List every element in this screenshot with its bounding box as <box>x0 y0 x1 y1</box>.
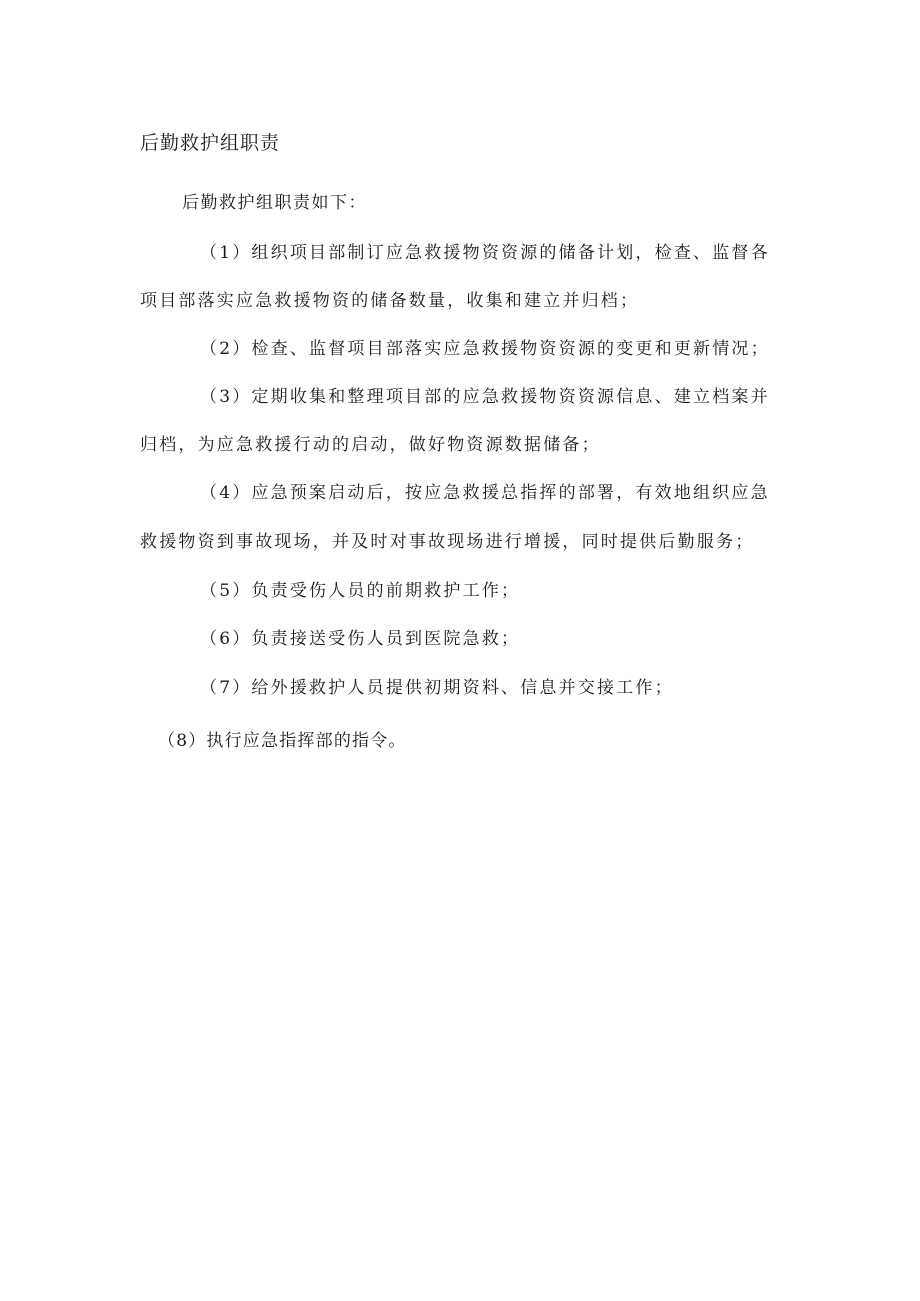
duty-item-3-line-2: 归档，为应急救援行动的启动，做好物资源数据储备； <box>140 435 601 455</box>
duty-item-6: （6）负责接送受伤人员到医院急救； <box>200 629 521 649</box>
duty-item-4-line-2: 救援物资到事故现场，并及时对事故现场进行增援，同时提供后勤服务； <box>140 532 755 552</box>
duty-item-7: （7）给外援救护人员提供初期资料、信息并交接工作； <box>200 678 674 698</box>
duty-item-5: （5）负责受伤人员的前期救护工作； <box>200 581 521 601</box>
duty-item-4-line-1: （4）应急预案启动后，按应急救援总指挥的部署，有效地组织应急 <box>200 483 770 503</box>
duty-item-2: （2）检查、监督项目部落实应急救援物资资源的变更和更新情况； <box>200 339 770 359</box>
duty-item-8: （8）执行应急指挥部的指令。 <box>158 731 407 751</box>
duty-item-1-line-2: 项目部落实应急救援物资的储备数量，收集和建立并归档； <box>140 291 640 311</box>
duty-item-1-line-1: （1）组织项目部制订应急救援物资资源的储备计划，检查、监督各 <box>200 243 770 263</box>
duty-item-3-line-1: （3）定期收集和整理项目部的应急救援物资资源信息、建立档案并 <box>200 387 770 407</box>
intro-paragraph: 后勤救护组职责如下： <box>182 193 367 213</box>
document-title: 后勤救护组职责 <box>140 132 281 154</box>
